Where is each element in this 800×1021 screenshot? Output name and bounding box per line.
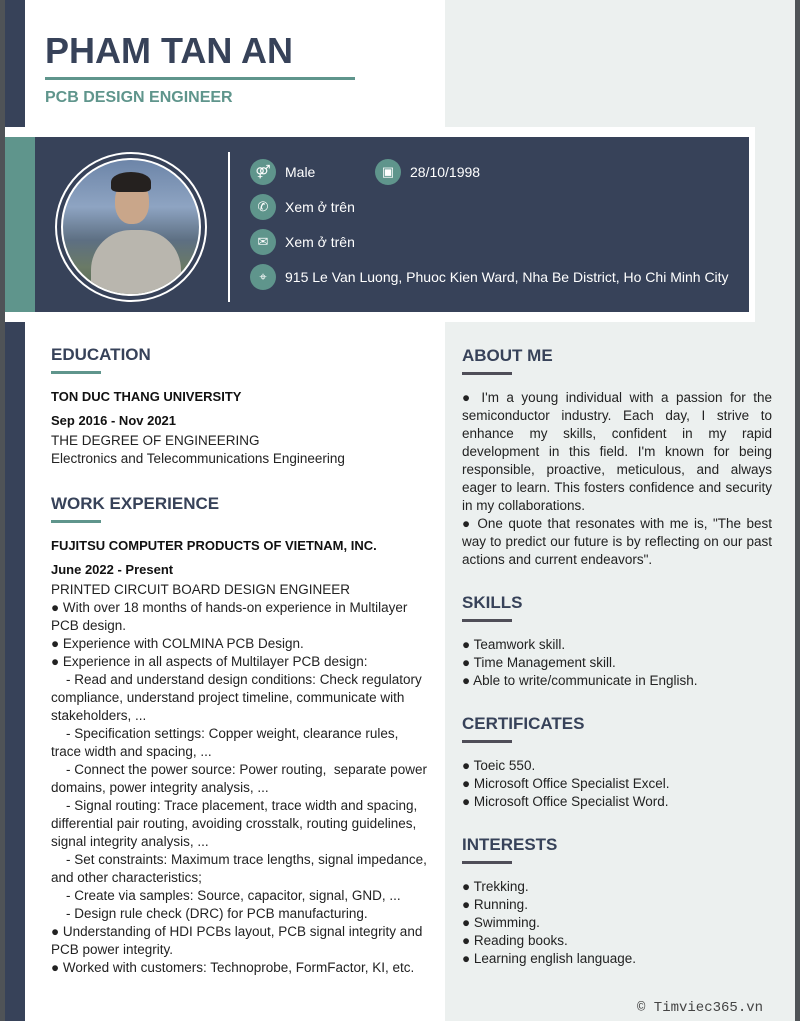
section-underline	[51, 520, 101, 523]
banner-accent	[5, 137, 35, 312]
work-line: - Signal routing: Trace placement, trace width and spacing, differential pair routing, avoiding crosstalk, routing guidelines, signal integrity analysis, ...	[51, 798, 421, 849]
interests-title: INTERESTS	[462, 835, 558, 854]
info-email	[250, 229, 355, 255]
interests-section	[462, 835, 772, 968]
certificates-section	[462, 714, 772, 811]
phone-icon: ✆	[250, 194, 276, 220]
info-address	[250, 264, 729, 290]
skills-title: SKILLS	[462, 593, 523, 612]
about-paragraph: ● I'm a young individual with a passion for the semiconductor industry. Each day, I strive to enhance my skills, confident in my rapid development in this field. I'm known for being responsible, proactive, meticulous, and always eager to learn. This fosters confidence and security in my collaborations.	[462, 390, 772, 513]
section-underline	[462, 861, 512, 864]
section-underline	[51, 371, 101, 374]
work-line: - Create via samples: Source, capacitor, signal, GND, ...	[51, 888, 401, 903]
banner-divider	[228, 152, 230, 302]
work-line: - Specification settings: Copper weight, clearance rules, trace width and spacing, ...	[51, 726, 403, 759]
section-underline	[462, 740, 512, 743]
education-section	[51, 345, 431, 468]
phone-value: Xem ở trên	[285, 199, 355, 215]
personal-info-banner	[5, 137, 749, 312]
work-period: June 2022 - Present	[51, 562, 174, 577]
work-line: ● Experience in all aspects of Multilayer PCB design:	[51, 654, 368, 669]
interest-item: ● Running.	[462, 897, 528, 912]
birthday-value: 28/10/1998	[410, 164, 481, 180]
info-gender	[250, 159, 315, 185]
interest-item: ● Swimming.	[462, 915, 540, 930]
about-section	[462, 346, 772, 569]
major: Electronics and Telecommunications Engineering	[51, 451, 345, 466]
avatar	[61, 158, 201, 296]
about-paragraph: ● One quote that resonates with me is, "The best way to predict our future is by reflecting on our past actions and current endeavors".	[462, 516, 772, 567]
skill-item: ● Able to write/communicate in English.	[462, 673, 698, 688]
calendar-icon: ▣	[375, 159, 401, 185]
certificate-item: ● Microsoft Office Specialist Word.	[462, 794, 669, 809]
gender-value: Male	[285, 164, 316, 180]
email-icon: ✉	[250, 229, 276, 255]
section-underline	[462, 372, 512, 375]
certificate-item: ● Toeic 550.	[462, 758, 536, 773]
info-phone	[250, 194, 355, 220]
address-value: 915 Le Van Luong, Phuoc Kien Ward, Nha Be District, Ho Chi Minh City	[285, 269, 729, 285]
candidate-name: PHAM TAN AN	[45, 30, 293, 71]
work-line: ● Understanding of HDI PCBs layout, PCB signal integrity and PCB power integrity.	[51, 924, 423, 957]
degree: THE DEGREE OF ENGINEERING	[51, 433, 260, 448]
work-title: WORK EXPERIENCE	[51, 494, 220, 513]
interest-item: ● Trekking.	[462, 879, 529, 894]
left-column	[51, 345, 431, 977]
education-period: Sep 2016 - Nov 2021	[51, 413, 177, 428]
work-line: - Connect the power source: Power routing, separate power domains, power integrity analysis, ...	[51, 762, 431, 795]
work-line: ● Experience with COLMINA PCB Design.	[51, 636, 304, 651]
right-column	[462, 346, 772, 968]
work-line: - Design rule check (DRC) for PCB manufacturing.	[51, 906, 368, 921]
name-underline	[45, 77, 355, 80]
about-title: ABOUT ME	[462, 346, 553, 365]
skills-section	[462, 593, 772, 690]
work-line: - Read and understand design conditions: Check regulatory compliance, understand project timeline, communicate with stakeholders, ...	[51, 672, 426, 723]
position: PRINTED CIRCUIT BOARD DESIGN ENGINEER	[51, 582, 351, 597]
email-value: Xem ở trên	[285, 234, 355, 250]
education-title: EDUCATION	[51, 345, 151, 364]
job-title: PCB DESIGN ENGINEER	[45, 89, 233, 106]
certificate-item: ● Microsoft Office Specialist Excel.	[462, 776, 670, 791]
section-underline	[462, 619, 512, 622]
work-line: - Set constraints: Maximum trace lengths, signal impedance, and other characteristics;	[51, 852, 431, 885]
interest-item: ● Learning english language.	[462, 951, 637, 966]
interest-item: ● Reading books.	[462, 933, 568, 948]
work-line: ● With over 18 months of hands-on experience in Multilayer PCB design.	[51, 600, 408, 633]
school-name: TON DUC THANG UNIVERSITY	[51, 389, 242, 404]
work-line: ● Worked with customers: Technoprobe, FormFactor, KI, etc.	[51, 960, 415, 975]
info-birthday	[375, 159, 480, 185]
skill-item: ● Time Management skill.	[462, 655, 616, 670]
gender-icon: ⚤	[250, 159, 276, 185]
company-name: FUJITSU COMPUTER PRODUCTS OF VIETNAM, INC.	[51, 538, 377, 553]
watermark: © Timviec365.vn	[637, 1000, 764, 1016]
certificates-title: CERTIFICATES	[462, 714, 585, 733]
location-icon: ⌖	[250, 264, 276, 290]
work-section	[51, 494, 431, 977]
skill-item: ● Teamwork skill.	[462, 637, 566, 652]
